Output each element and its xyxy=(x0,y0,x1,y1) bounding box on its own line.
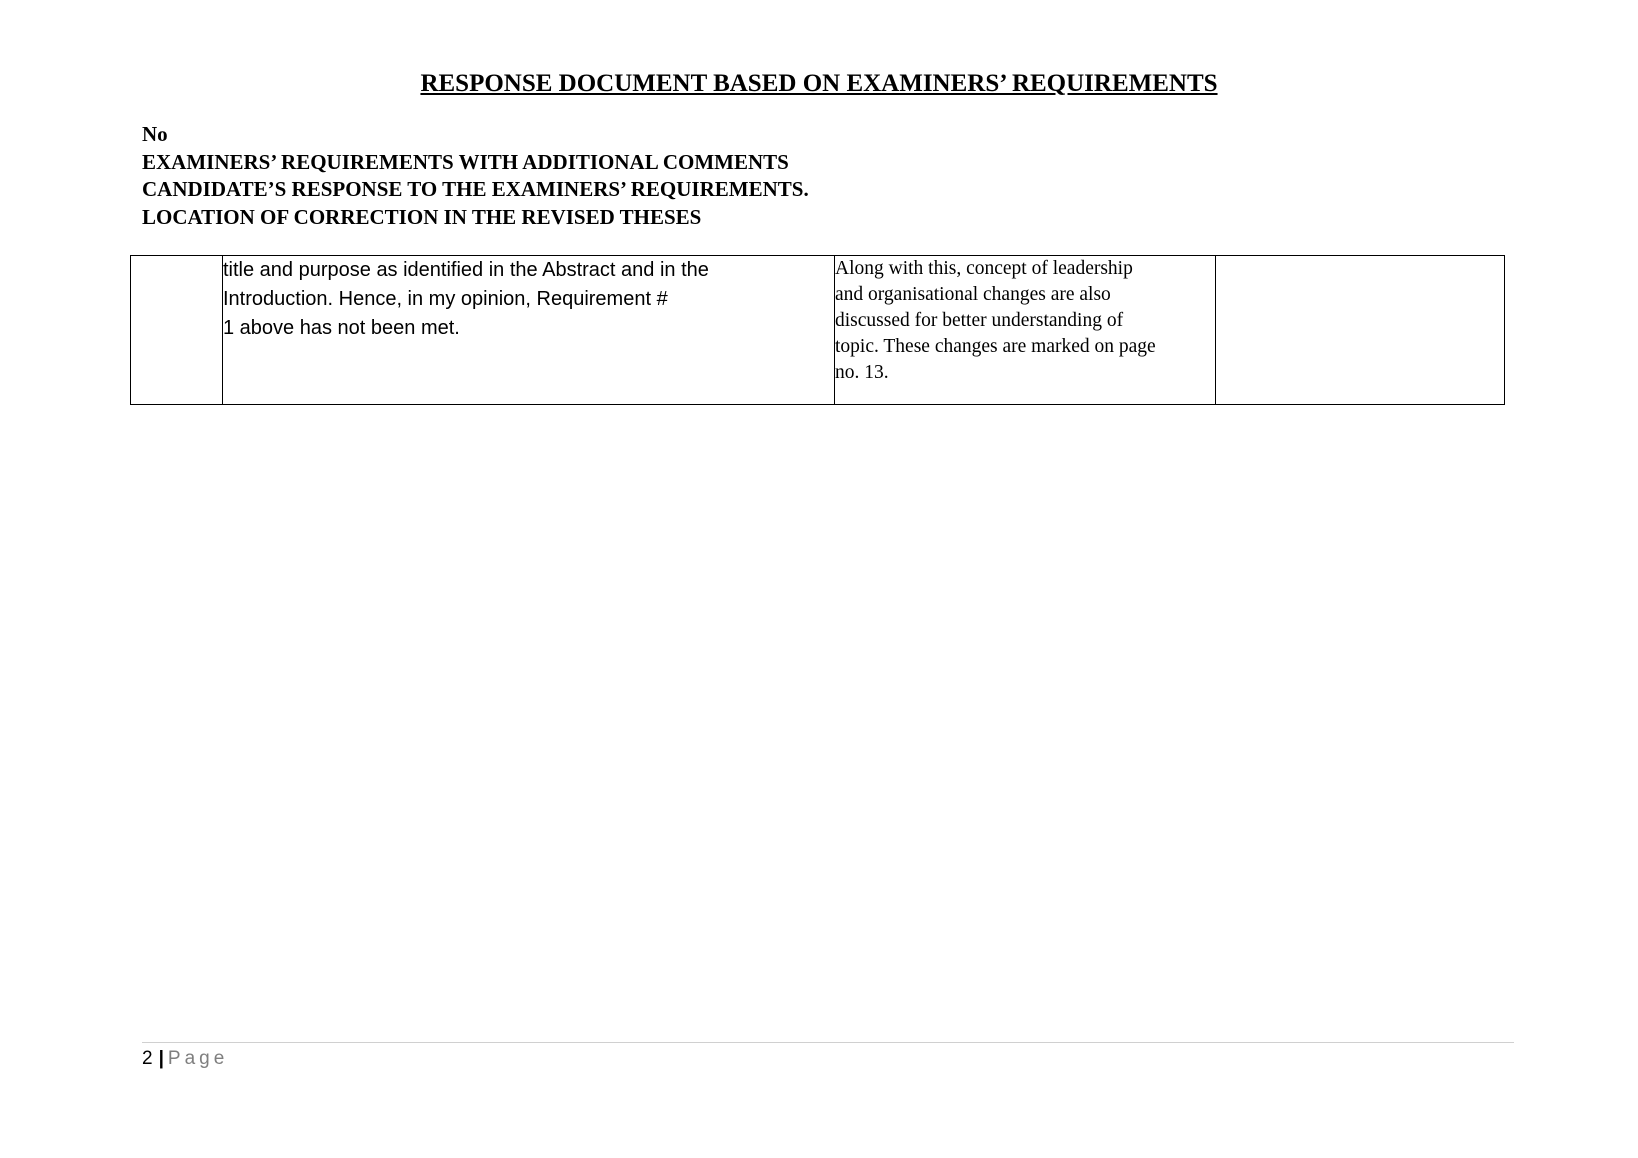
cell-location xyxy=(1216,256,1505,405)
response-table xyxy=(130,255,1505,405)
table-row xyxy=(131,256,1505,405)
response-line: Along with this, concept of leadership xyxy=(835,258,1133,279)
response-line: discussed for better understanding of xyxy=(835,310,1124,331)
column-headers xyxy=(142,121,809,231)
cell-no xyxy=(131,256,223,405)
footer-divider xyxy=(142,1042,1514,1043)
footer-separator: | xyxy=(158,1048,164,1069)
header-location-of-correction: LOCATION OF CORRECTION IN THE REVISED THESES xyxy=(142,204,702,229)
header-examiners-requirements: EXAMINERS’ REQUIREMENTS WITH ADDITIONAL COMMENTS xyxy=(142,149,789,174)
page-label: Page xyxy=(167,1048,229,1069)
requirement-line: title and purpose as identified in the Abstract and in the xyxy=(223,259,709,281)
requirement-line: Introduction. Hence, in my opinion, Requirement # xyxy=(223,288,668,310)
cell-response xyxy=(835,256,1216,405)
page-footer xyxy=(142,1048,228,1070)
response-line: topic. These changes are marked on page xyxy=(835,336,1156,357)
document-title: RESPONSE DOCUMENT BASED ON EXAMINERS’ REQUIREMENTS xyxy=(420,70,1218,97)
cell-requirement xyxy=(223,256,835,405)
header-no: No xyxy=(142,122,168,146)
response-line: and organisational changes are also xyxy=(835,284,1111,305)
page-number: 2 xyxy=(142,1048,153,1069)
response-line: no. 13. xyxy=(835,362,889,383)
requirement-line: 1 above has not been met. xyxy=(223,317,460,339)
header-candidate-response: CANDIDATE’S RESPONSE TO THE EXAMINERS’ REQUIREMENTS. xyxy=(142,177,809,201)
